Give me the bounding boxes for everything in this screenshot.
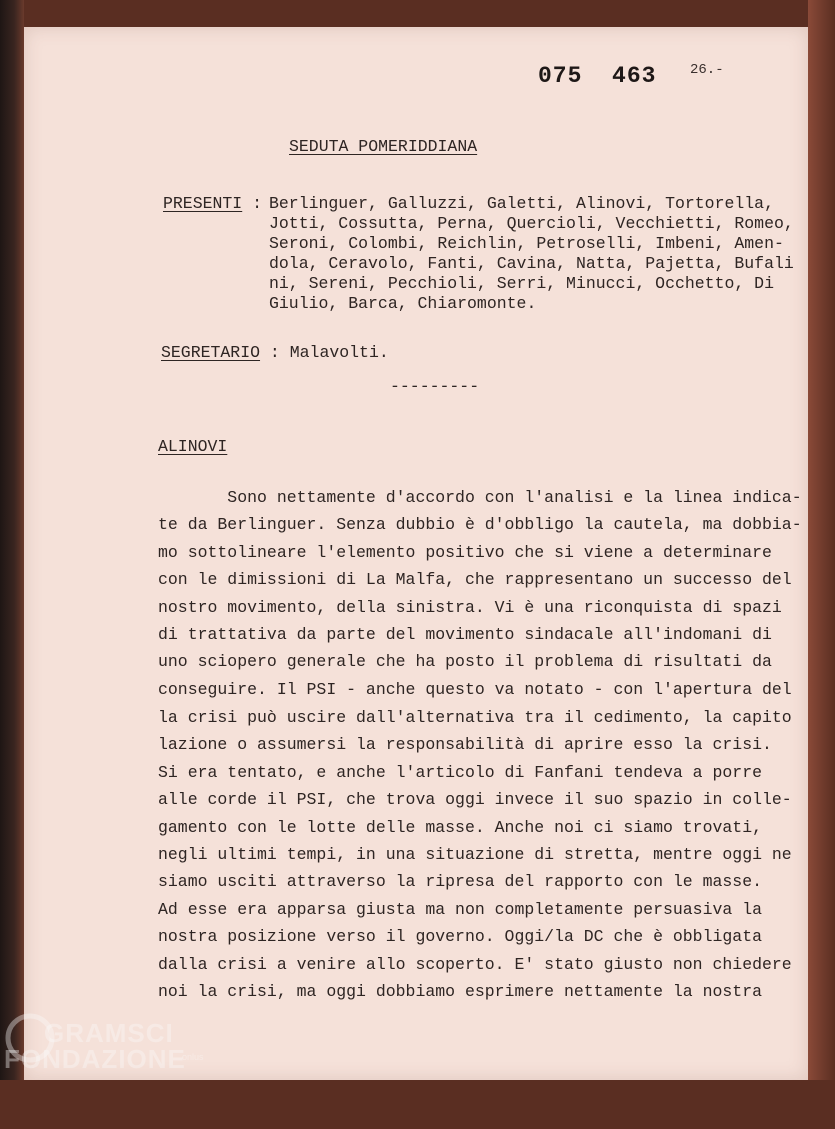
scan-background-left — [0, 0, 24, 1080]
body-line-5: nostro movimento, della sinistra. Vi è una riconquista di spazi — [158, 598, 782, 617]
segretario-line — [161, 343, 389, 362]
body-line-11: Si era tentato, e anche l'articolo di Fanfani tendeva a porre — [158, 763, 762, 782]
scan-background-right — [808, 0, 835, 1080]
body-line-4: con le dimissioni di La Malfa, che rappresentano un successo del — [158, 570, 792, 589]
body-line-19: noi la crisi, ma oggi dobbiamo esprimere nettamente la nostra — [158, 982, 762, 1001]
presenti-line-5: ni, Sereni, Pecchioli, Serri, Minucci, Occhetto, Di — [269, 274, 774, 293]
body-line-16: Ad esse era apparsa giusta ma non completamente persuasiva la — [158, 900, 762, 919]
body-line-10: lazione o assumersi la responsabilità di aprire esso la crisi. — [158, 735, 772, 754]
watermark-line-1: FONDAZIONE — [4, 1044, 186, 1074]
body-line-8: conseguire. Il PSI - anche questo va notato - con l'apertura del — [158, 680, 792, 699]
watermark-line-2: GRAMSCI — [44, 1018, 174, 1048]
document-number: 075 463 — [538, 63, 657, 89]
body-line-9: la crisi può uscire dall'alternativa tra il cedimento, la capito — [158, 708, 792, 727]
presenti-line-6: Giulio, Barca, Chiaromonte. — [269, 294, 537, 313]
speaker-name: ALINOVI — [158, 437, 228, 456]
presenti-label-line — [163, 194, 272, 213]
body-line-3: mo sottolineare l'elemento positivo che si viene a determinare — [158, 543, 772, 562]
segretario-label: SEGRETARIO — [161, 343, 261, 362]
segretario-value: : Malavolti. — [260, 343, 389, 362]
body-line-2: te da Berlinguer. Senza dubbio è d'obbligo la cautela, ma dobbia- — [158, 515, 802, 534]
body-line-13: gamento con le lotte delle masse. Anche noi ci siamo trovati, — [158, 818, 762, 837]
presenti-line-3: Seroni, Colombi, Reichlin, Petroselli, Imbeni, Amen- — [269, 234, 784, 253]
body-line-15: siamo usciti attraverso la ripresa del rapporto con le masse. — [158, 872, 762, 891]
presenti-line-4: dola, Ceravolo, Fanti, Cavina, Natta, Pajetta, Bufali — [269, 254, 794, 273]
fondazione-gramsci-watermark — [4, 990, 204, 1129]
presenti-line-2: Jotti, Cossutta, Perna, Quercioli, Vecchietti, Romeo, — [269, 214, 794, 233]
body-line-17: nostra posizione verso il governo. Oggi/la DC che è obbligata — [158, 927, 762, 946]
session-title: SEDUTA POMERIDDIANA — [289, 137, 478, 156]
body-line-1: Sono nettamente d'accordo con l'analisi e la linea indica- — [158, 488, 802, 507]
body-line-7: uno sciopero generale che ha posto il problema di risultati da — [158, 652, 772, 671]
body-line-6: di trattativa da parte del movimento sindacale all'indomani di — [158, 625, 772, 644]
page-number: 26.- — [690, 62, 724, 78]
presenti-separator: : — [242, 194, 272, 213]
body-line-18: dalla crisi a venire allo scoperto. E' stato giusto non chiedere — [158, 955, 792, 974]
section-divider: --------- — [390, 377, 480, 396]
presenti-label: PRESENTI — [163, 194, 243, 213]
watermark-line-3: onlus — [182, 1052, 204, 1062]
presenti-line-1: Berlinguer, Galluzzi, Galetti, Alinovi, Tortorella, — [269, 194, 774, 213]
body-line-12: alle corde il PSI, che trova oggi invece il suo spazio in colle- — [158, 790, 792, 809]
body-line-14: negli ultimi tempi, in una situazione di stretta, mentre oggi ne — [158, 845, 792, 864]
